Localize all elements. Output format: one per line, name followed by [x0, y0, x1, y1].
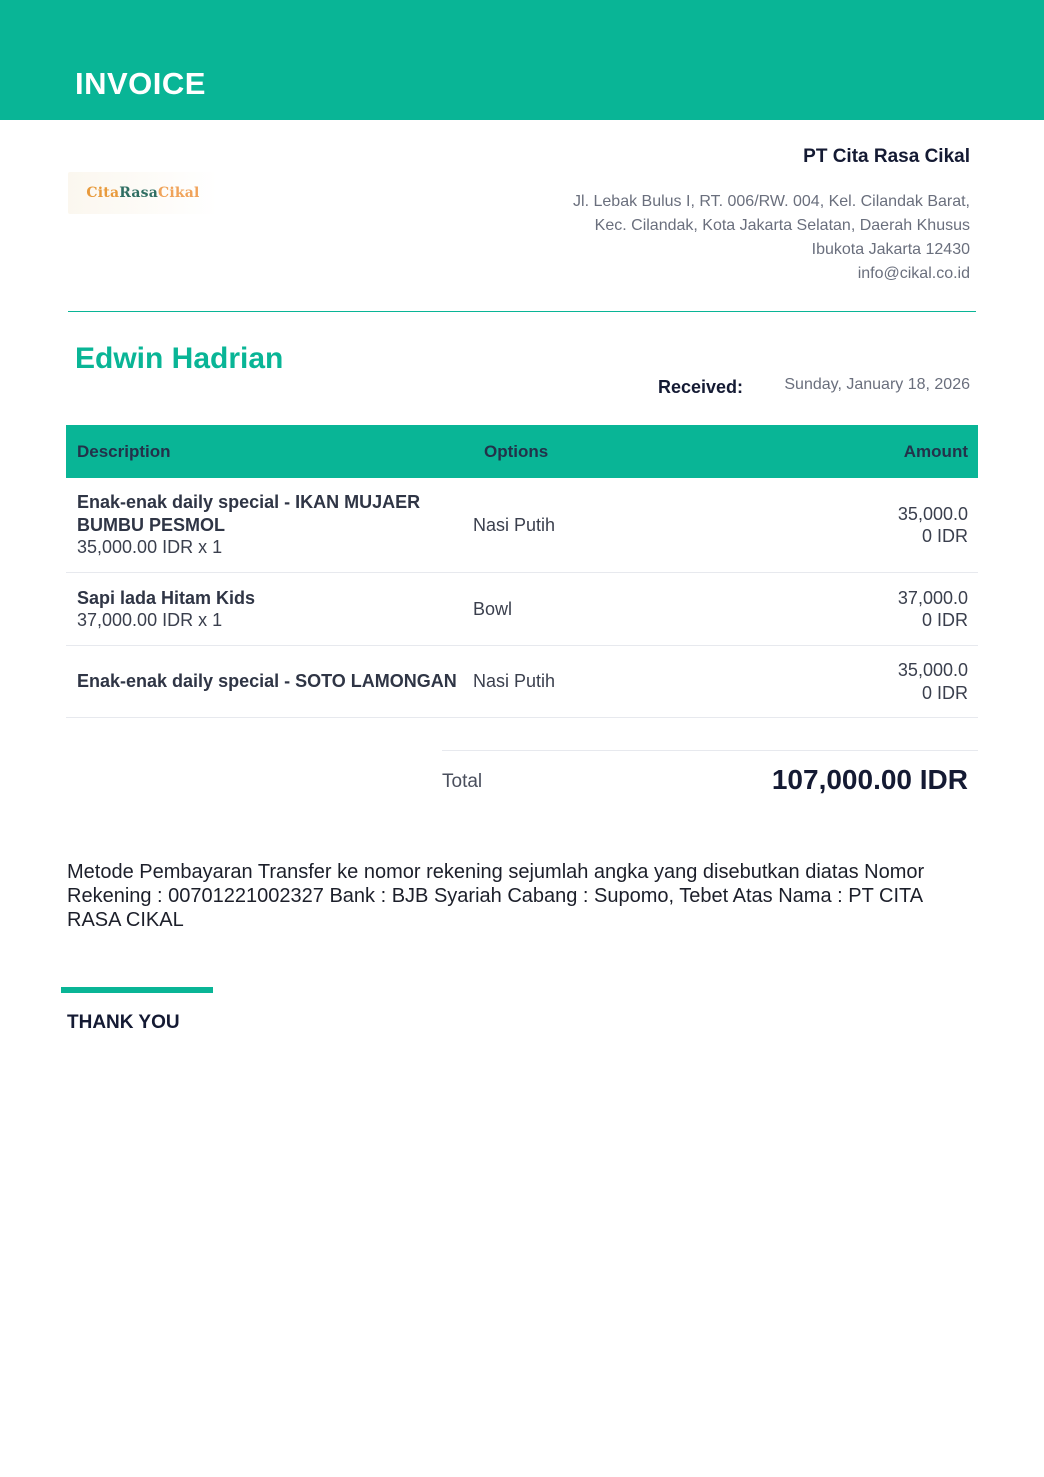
received-date: Sunday, January 18, 2026: [784, 376, 970, 393]
company-logo: [68, 172, 218, 214]
column-header-description: Description: [77, 441, 171, 461]
invoice-title: INVOICE: [75, 66, 206, 101]
table-row: [66, 646, 978, 718]
item-quantity: 37,000.00 IDR x 1: [77, 610, 223, 630]
thank-you-text: THANK YOU: [67, 1012, 180, 1033]
address-line: Jl. Lebak Bulus I, RT. 006/RW. 004, Kel. Cilandak Barat,: [573, 193, 970, 210]
item-name: Enak-enak daily special - SOTO LAMONGAN: [77, 671, 457, 692]
logo-part-cita: Cita: [86, 185, 120, 201]
item-name: Sapi lada Hitam Kids: [77, 587, 256, 608]
table-row: [66, 478, 978, 573]
table-header: [66, 425, 978, 478]
company-email: info@cikal.co.id: [857, 265, 970, 282]
address-line: Ibukota Jakarta 12430: [811, 241, 970, 258]
item-name: Enak-enak daily special - IKAN MUJAER BUMBU PESMOL: [77, 492, 421, 535]
item-amount-cell: [853, 503, 978, 548]
item-amount: 37,000.00 IDR: [897, 587, 968, 630]
company-name: PT Cita Rasa Cikal: [803, 146, 970, 167]
header-divider: [68, 311, 976, 312]
item-quantity: 35,000.00 IDR x 1: [77, 537, 223, 558]
received-label: Received:: [658, 377, 744, 397]
address-line: Kec. Cilandak, Kota Jakarta Selatan, Daerah Khusus: [594, 217, 970, 234]
total-divider: [442, 750, 978, 751]
item-description: [66, 587, 473, 632]
logo-part-cikal: Cikal: [158, 185, 200, 201]
items-table: [66, 425, 978, 718]
logo-wordmark: [86, 185, 199, 201]
item-amount-cell: [853, 659, 978, 704]
item-option: Nasi Putih: [473, 514, 556, 535]
column-header-options: Options: [484, 441, 549, 461]
column-header-amount: Amount: [903, 441, 968, 461]
thank-you-accent-bar: [61, 987, 213, 993]
item-amount: 35,000.00 IDR: [897, 660, 968, 703]
item-amount: 35,000.00 IDR: [897, 503, 968, 546]
header-bar: [0, 0, 1044, 120]
item-option: Bowl: [473, 598, 513, 619]
company-info: [470, 146, 970, 286]
item-description: [66, 491, 473, 559]
payment-instructions: Metode Pembayaran Transfer ke nomor rekening sejumlah angka yang disebutkan diatas Nomor Rekening : 00701221002327 Bank : BJB Syariah Cabang : Supomo, Tebet Atas Nama : PT CITA RASA CIKAL: [67, 861, 925, 931]
customer-name: Edwin Hadrian: [75, 342, 284, 375]
total-value: 107,000.00 IDR: [771, 764, 968, 795]
item-description: [66, 670, 473, 693]
item-amount-cell: [853, 587, 978, 632]
total-label: Total: [442, 771, 483, 792]
item-option: Nasi Putih: [473, 671, 556, 691]
logo-part-rasa: Rasa: [119, 185, 159, 201]
company-address: [470, 190, 970, 286]
table-row: [66, 573, 978, 646]
